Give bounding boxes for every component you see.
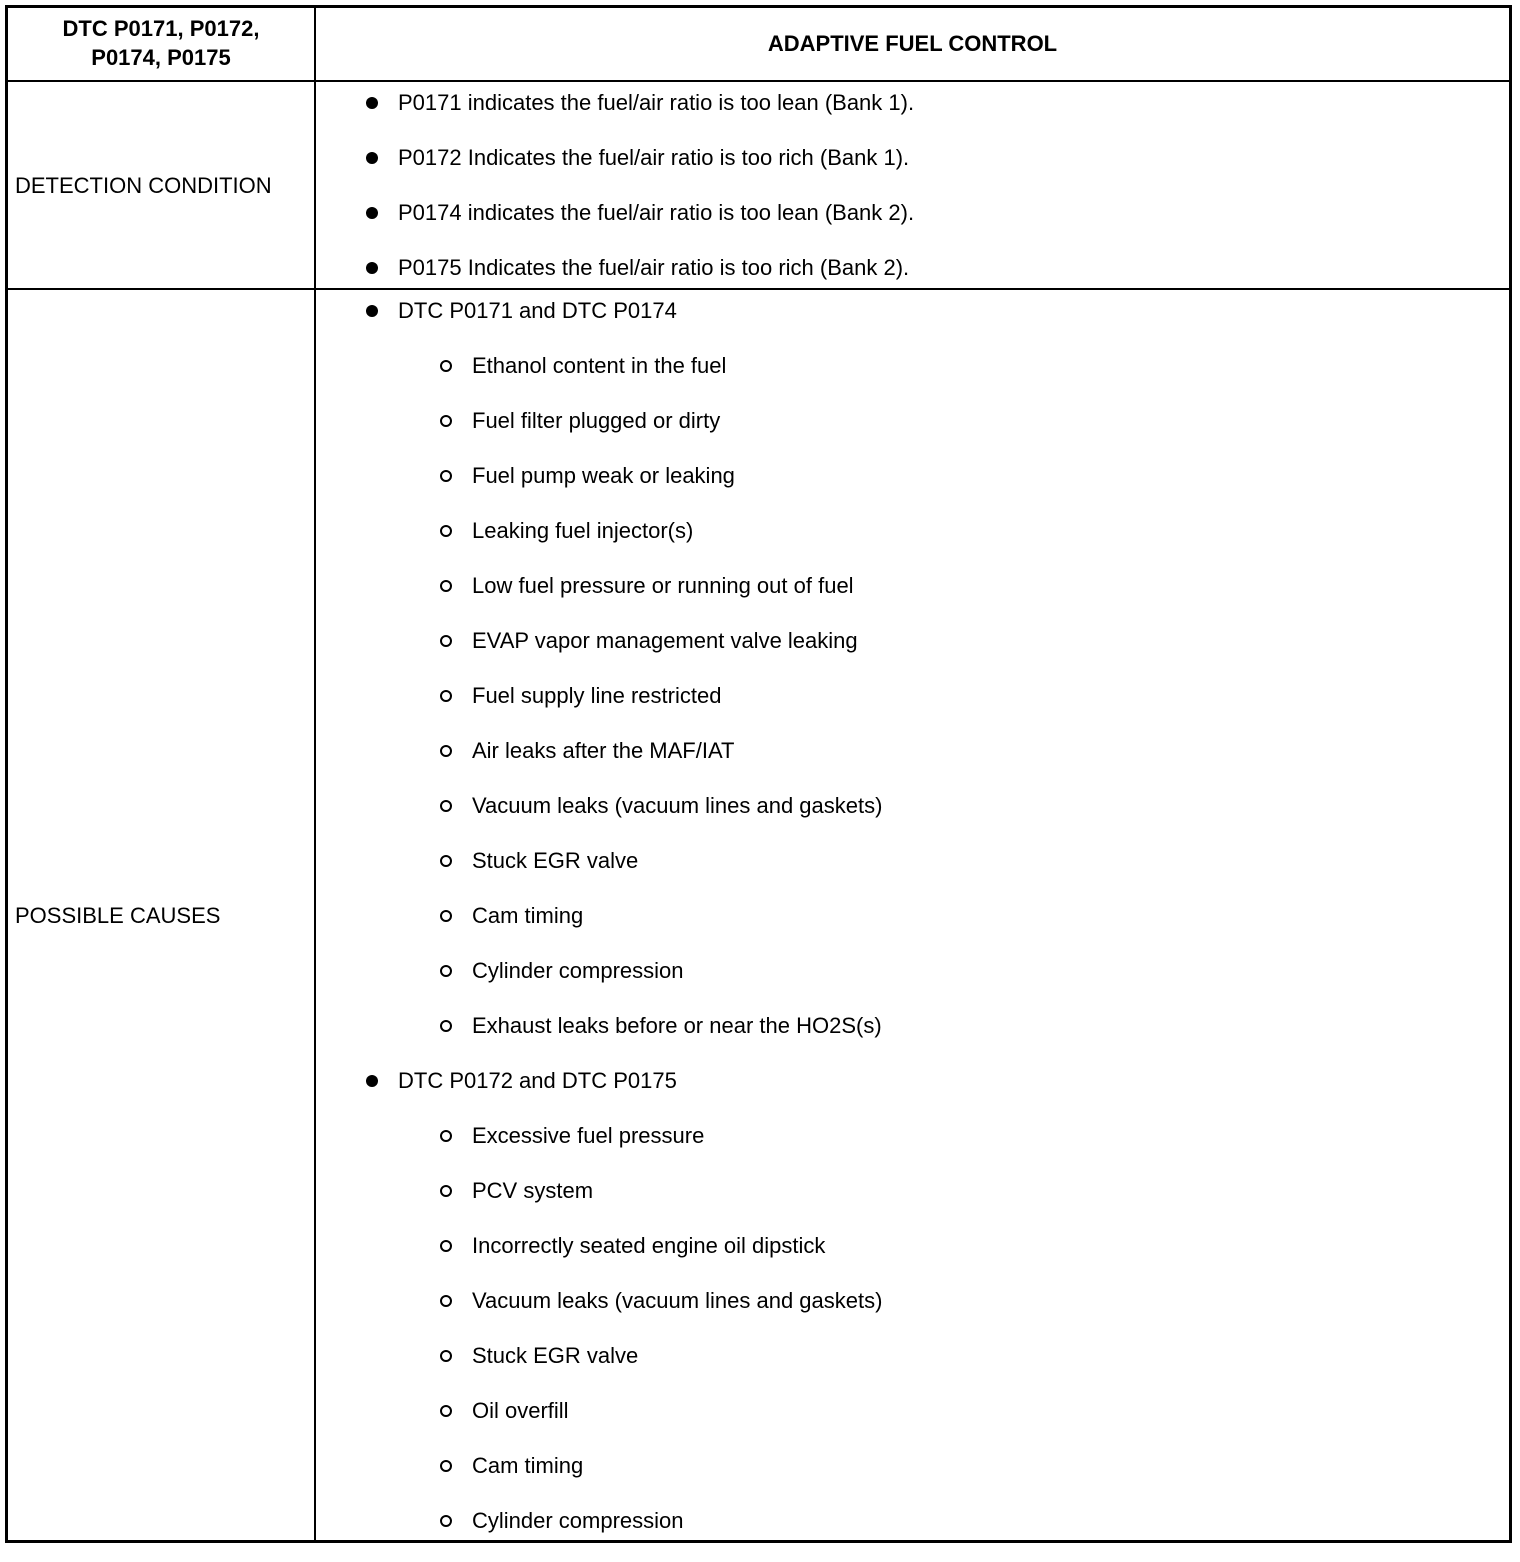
list-item: P0172 Indicates the fuel/air ratio is too rich (Bank 1). [316,144,1509,199]
hollow-bullet-icon [440,910,452,922]
filled-bullet-icon [366,1075,378,1087]
list-item: P0174 indicates the fuel/air ratio is too lean (Bank 2). [316,199,1509,254]
dtc-table [5,5,1512,1543]
filled-bullet-icon [366,207,378,219]
cause-group-heading: DTC P0171 and DTC P0174 [316,297,1509,352]
list-item: Air leaks after the MAF/IAT [316,737,1509,792]
hollow-bullet-icon [440,360,452,372]
table-title: ADAPTIVE FUEL CONTROL [767,31,1058,56]
hollow-bullet-icon [440,855,452,867]
list-item: Fuel supply line restricted [316,682,1509,737]
dtc-code-header [8,14,314,72]
hollow-bullet-icon [440,415,452,427]
cause-group-heading: DTC P0172 and DTC P0175 [316,1067,1509,1122]
list-item: PCV system [316,1177,1509,1232]
possible-causes-label: POSSIBLE CAUSES [15,903,221,928]
list-item: Oil overfill [316,1397,1509,1452]
list-item: Fuel filter plugged or dirty [316,407,1509,462]
hollow-bullet-icon [440,580,452,592]
hollow-bullet-icon [440,525,452,537]
hollow-bullet-icon [440,690,452,702]
list-item: Fuel pump weak or leaking [316,462,1509,517]
hollow-bullet-icon [440,1020,452,1032]
filled-bullet-icon [366,305,378,317]
hollow-bullet-icon [440,1405,452,1417]
hollow-bullet-icon [440,745,452,757]
possible-causes-list [316,297,1509,1562]
hollow-bullet-icon [440,800,452,812]
list-item: Vacuum leaks (vacuum lines and gaskets) [316,792,1509,847]
hollow-bullet-icon [440,1130,452,1142]
filled-bullet-icon [366,97,378,109]
list-item: Cylinder compression [316,957,1509,1012]
dtc-code-header-line: P0174, P0175 [91,45,231,70]
hollow-bullet-icon [440,1460,452,1472]
list-item: Low fuel pressure or running out of fuel [316,572,1509,627]
hollow-bullet-icon [440,1515,452,1527]
hollow-bullet-icon [440,965,452,977]
list-item: P0175 Indicates the fuel/air ratio is too rich (Bank 2). [316,254,1509,309]
list-item: Vacuum leaks (vacuum lines and gaskets) [316,1287,1509,1342]
detection-condition-list [316,89,1509,309]
hollow-bullet-icon [440,470,452,482]
list-item: Stuck EGR valve [316,847,1509,902]
list-item: Leaking fuel injector(s) [316,517,1509,572]
hollow-bullet-icon [440,1240,452,1252]
hollow-bullet-icon [440,1295,452,1307]
hollow-bullet-icon [440,1350,452,1362]
list-item: Cylinder compression [316,1507,1509,1562]
list-item: Cam timing [316,1452,1509,1507]
filled-bullet-icon [366,152,378,164]
list-item: Cam timing [316,902,1509,957]
list-item: Exhaust leaks before or near the HO2S(s) [316,1012,1509,1067]
list-item: Excessive fuel pressure [316,1122,1509,1177]
dtc-code-header-line: DTC P0171, P0172, [62,16,260,41]
hollow-bullet-icon [440,1185,452,1197]
list-item: Incorrectly seated engine oil dipstick [316,1232,1509,1287]
list-item: Ethanol content in the fuel [316,352,1509,407]
filled-bullet-icon [366,262,378,274]
list-item: EVAP vapor management valve leaking [316,627,1509,682]
list-item: Stuck EGR valve [316,1342,1509,1397]
header-row-divider [8,80,1509,82]
hollow-bullet-icon [440,635,452,647]
detection-condition-label: DETECTION CONDITION [15,173,272,198]
list-item: P0171 indicates the fuel/air ratio is too lean (Bank 1). [316,89,1509,144]
